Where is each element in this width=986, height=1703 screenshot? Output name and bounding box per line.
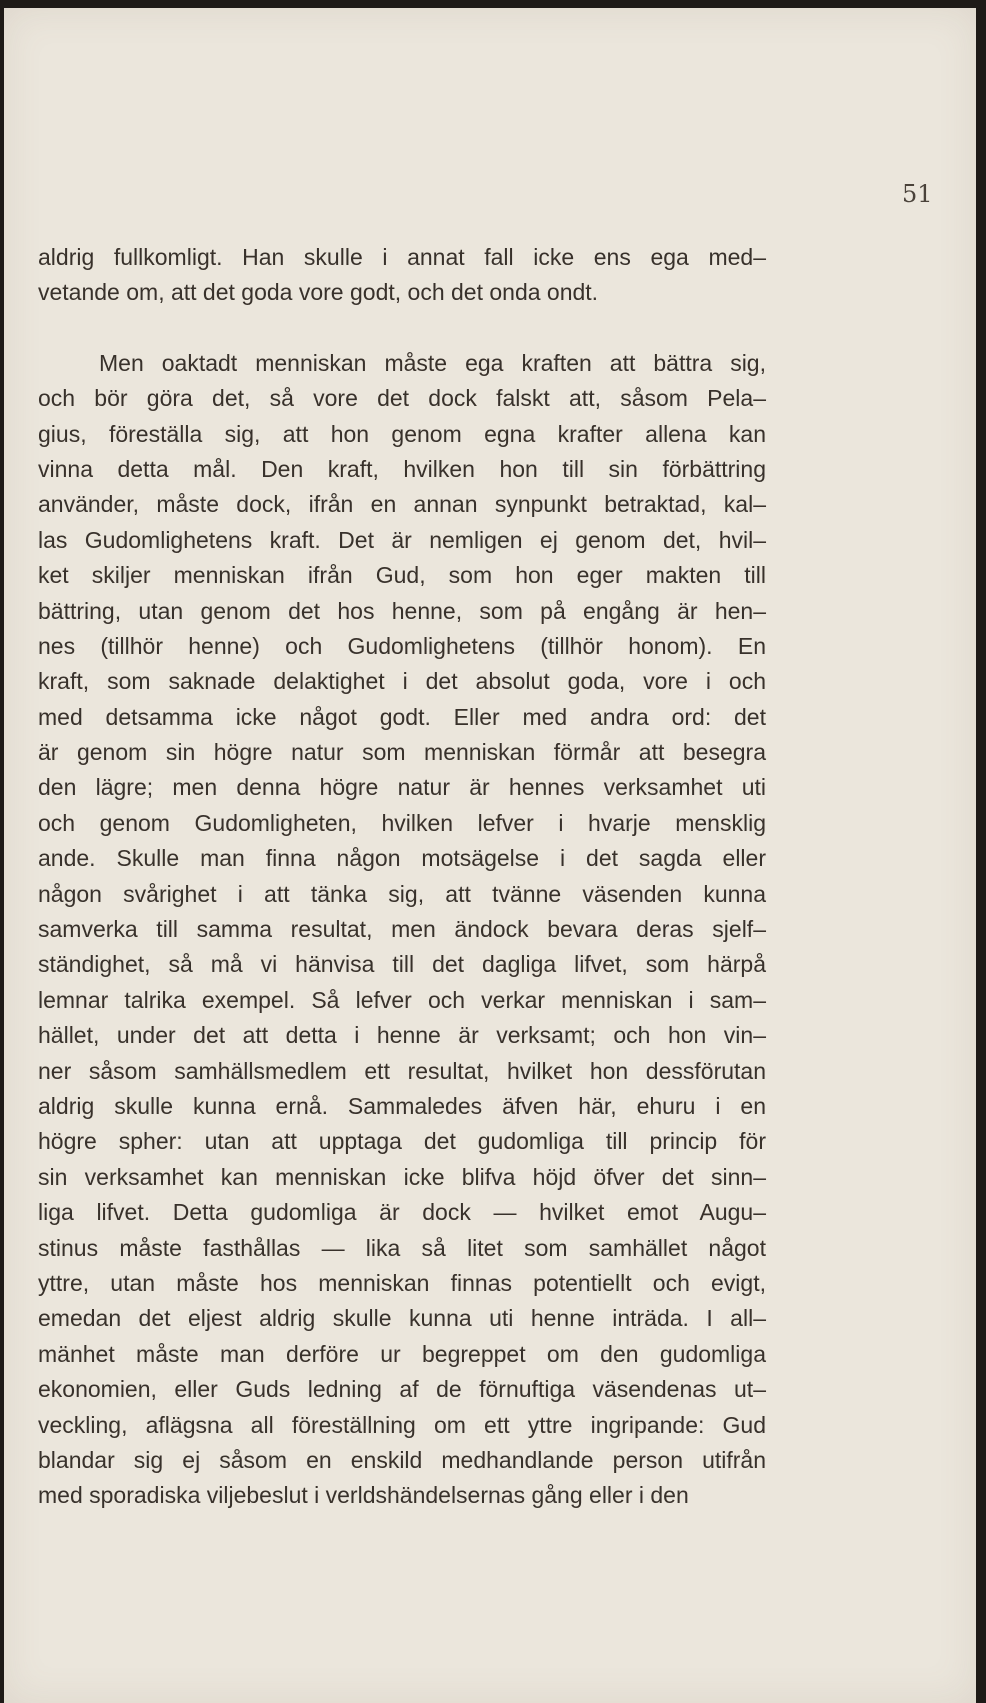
text-line: aldrig skulle kunna ernå. Sammaledes äfven här, ehuru i en [38, 1092, 766, 1119]
text-line: ekonomien, eller Guds ledning af de förnuftiga väsendenas ut– [38, 1376, 766, 1403]
page-sheet [4, 8, 976, 1703]
text-line: någon svårighet i att tänka sig, att tvänne väsenden kunna [38, 880, 766, 907]
text-line: gius, föreställa sig, att hon genom egna krafter allena kan [38, 420, 766, 447]
text-line: nes (tillhör henne) och Gudomlighetens (tillhör honom). En [38, 632, 766, 659]
text-line: emedan det eljest aldrig skulle kunna uti henne inträda. I all– [38, 1305, 766, 1332]
text-line: bättring, utan genom det hos henne, som på engång är hen– [38, 597, 766, 624]
text-line: yttre, utan måste hos menniskan finnas potentiellt och evigt, [38, 1269, 766, 1296]
paragraph-gap [38, 311, 766, 346]
text-line: aldrig fullkomligt. Han skulle i annat fall icke ens ega med– [38, 244, 766, 270]
text-line: vetande om, att det goda vore godt, och det onda ondt. [38, 279, 599, 306]
paragraph [38, 240, 766, 311]
text-line: samverka till samma resultat, men ändock bevara deras sjelf– [38, 916, 766, 943]
text-line: sin verksamhet kan menniskan icke blifva höjd öfver det sinn– [38, 1163, 766, 1190]
text-line: las Gudomlighetens kraft. Det är nemligen ej genom det, hvil– [38, 526, 766, 553]
text-line: ande. Skulle man finna någon motsägelse i det sagda eller [38, 845, 766, 872]
text-line: den lägre; men denna högre natur är hennes verksamhet uti [38, 774, 766, 801]
text-line: ner såsom samhällsmedlem ett resultat, hvilket hon dessförutan [38, 1057, 766, 1084]
page-number: 51 [902, 180, 933, 208]
text-line: blandar sig ej såsom en enskild medhandlande person utifrån [38, 1446, 766, 1473]
text-line: och bör göra det, så vore det dock falskt att, såsom Pela– [38, 385, 766, 412]
text-line: högre spher: utan att upptaga det gudomliga till princip för [38, 1128, 766, 1155]
text-line: stinus måste fasthållas — lika så litet som samhället något [38, 1234, 766, 1261]
text-line: ket skiljer menniskan ifrån Gud, som hon eger makten till [38, 562, 766, 589]
text-line: veckling, aflägsna all föreställning om ett yttre ingripande: Gud [38, 1411, 766, 1438]
text-line: ständighet, så må vi hänvisa till det dagliga lifvet, som härpå [38, 951, 766, 978]
text-line: lemnar talrika exempel. Så lefver och verkar menniskan i sam– [38, 986, 766, 1013]
text-line: kraft, som saknade delaktighet i det absolut goda, vore i och [38, 668, 766, 695]
text-line: är genom sin högre natur som menniskan förmår att besegra [38, 739, 766, 766]
body-text [38, 240, 766, 1514]
text-line: med sporadiska viljebeslut i verldshändelsernas gång eller i den [38, 1482, 689, 1509]
text-line: Men oaktadt menniskan måste ega kraften att bättra sig, [99, 349, 766, 376]
text-line: vinna detta mål. Den kraft, hvilken hon till sin förbättring [38, 455, 766, 482]
text-line: mänhet måste man derföre ur begreppet om den gudomliga [38, 1340, 766, 1367]
text-line: hället, under det att detta i henne är verksamt; och hon vin– [38, 1022, 766, 1049]
text-line: och genom Gudomligheten, hvilken lefver i hvarje mensklig [38, 809, 766, 836]
paragraph [38, 346, 766, 1514]
text-line: liga lifvet. Detta gudomliga är dock — hvilket emot Augu– [38, 1199, 766, 1226]
text-line: med detsamma icke något godt. Eller med andra ord: det [38, 703, 766, 730]
text-line: använder, måste dock, ifrån en annan synpunkt betraktad, kal– [38, 491, 766, 518]
